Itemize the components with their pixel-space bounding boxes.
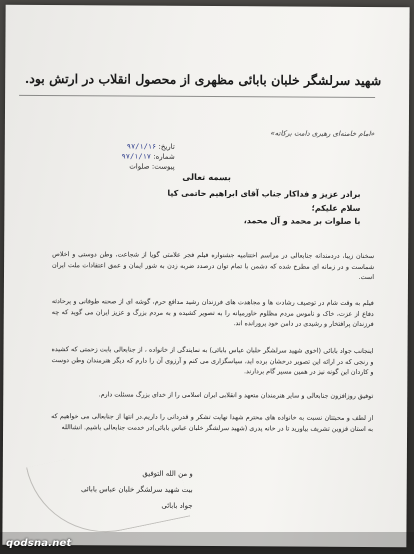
salutation: با صلوات بر محمد و آل محمد، (243, 216, 361, 226)
number-value: ۹۷/۱/۱۷ (121, 152, 152, 161)
closing-block (73, 465, 193, 514)
meta-number: شماره: ۹۷/۱/۱۷ (121, 152, 175, 161)
paragraph-5: از لطف و محبتتان نسبت به خانواده های محترم شهدا نهایت تشکر و قدردانی را داریم.در انتها از جنابعالی می خواهیم که به استان قزوین تشریف بیاورید تا در خانه پدری (شهید سرلشگر خلبان عباس بابائی)در خدمت جنابعالی باشیم. انشاالله (51, 412, 374, 433)
addressee-name: برادر عزیز و فداکار جناب آقای ابراهیم حاتمی کیا (167, 188, 361, 199)
closing-line-2: بیت شهید سرلشگر خلبان عباس بابائی (80, 485, 193, 494)
addressee-block (60, 186, 360, 228)
letter-headline: شهید سرلشگر خلبان بابائی مظهری از محصول انقلاب در ارتش بود. (24, 70, 382, 89)
paragraph-4: توفیق روزافزون جنابعالی و سایر هنرمندان متعهد و انقلابی ایران اسلامی را از خدای بزرگ مسئلت دارم. (98, 390, 374, 401)
date-label: تاریخ (160, 142, 175, 151)
header-quote: «امام خامنه‌ای رهبری دامت برکاته» (270, 129, 375, 139)
letter-paper (2, 5, 409, 547)
site-watermark: qodsna.net (6, 538, 72, 549)
attachment-value: صلوات (129, 162, 150, 171)
paragraph-2: فیلم به وقت شام در توصیف رشادت ها و مجاهدت های فرزندان رشید مدافع حرم، گوشه ای از صحنه طوفانی و پرحادثه دفاع از عزت، خاک و ناموس مردم مظلوم خاورمیانه را به تصویر کشیده و به مردم بزرگ و عزیز ایران می گوید که چه فرزندان پرافتخار و رشیدی در دامن خود پرورانده اند. (51, 297, 374, 329)
headline-divider (19, 95, 375, 98)
meta-date: تاریخ: ۹۷/۱/۱۶ (126, 142, 175, 151)
date-value: ۹۷/۱/۱۶ (126, 142, 157, 151)
bismillah-heading: بسمه تعالی (182, 172, 231, 184)
number-label: شماره (155, 152, 175, 161)
closing-line-1: و من الله التوفیق (142, 469, 193, 478)
attachment-label: پیوست (154, 162, 175, 171)
greeting: سلام علیکم؛ (311, 203, 361, 213)
letter-meta (65, 141, 175, 172)
paragraph-3: اینجانب جواد بابائی (اخوی شهید سرلشگر خلبان عباس بابائی) به نمایندگی از خانواده ، از جنابعالی بابت زحمتی که کشیده و رنجی که در ارائه این تصویر درخشان برده اید، سپاسگزاری می کنم و آرزوی آن را دارم که دیگر هنرمندان وطن دوست و کاردان این گونه نیز در همین مسیر گام بردارند. (51, 345, 374, 377)
paragraph-1: سخنان زیبا، دردمندانه جنابعالی در مراسم اختتامیه جشنواره فیلم فجر علامتی گویا از شجاعت، وطن دوستی و اخلاص شماست و در زمانه ای مطرح شده که دشمن با تمام توان درصدد ضربه زدن به شور ایمان و عمق اعتقادات ملت ایران است. (52, 250, 375, 282)
closing-signatory: جواد بابائی (161, 501, 193, 510)
meta-attachment: پیوست: صلوات (129, 162, 175, 171)
